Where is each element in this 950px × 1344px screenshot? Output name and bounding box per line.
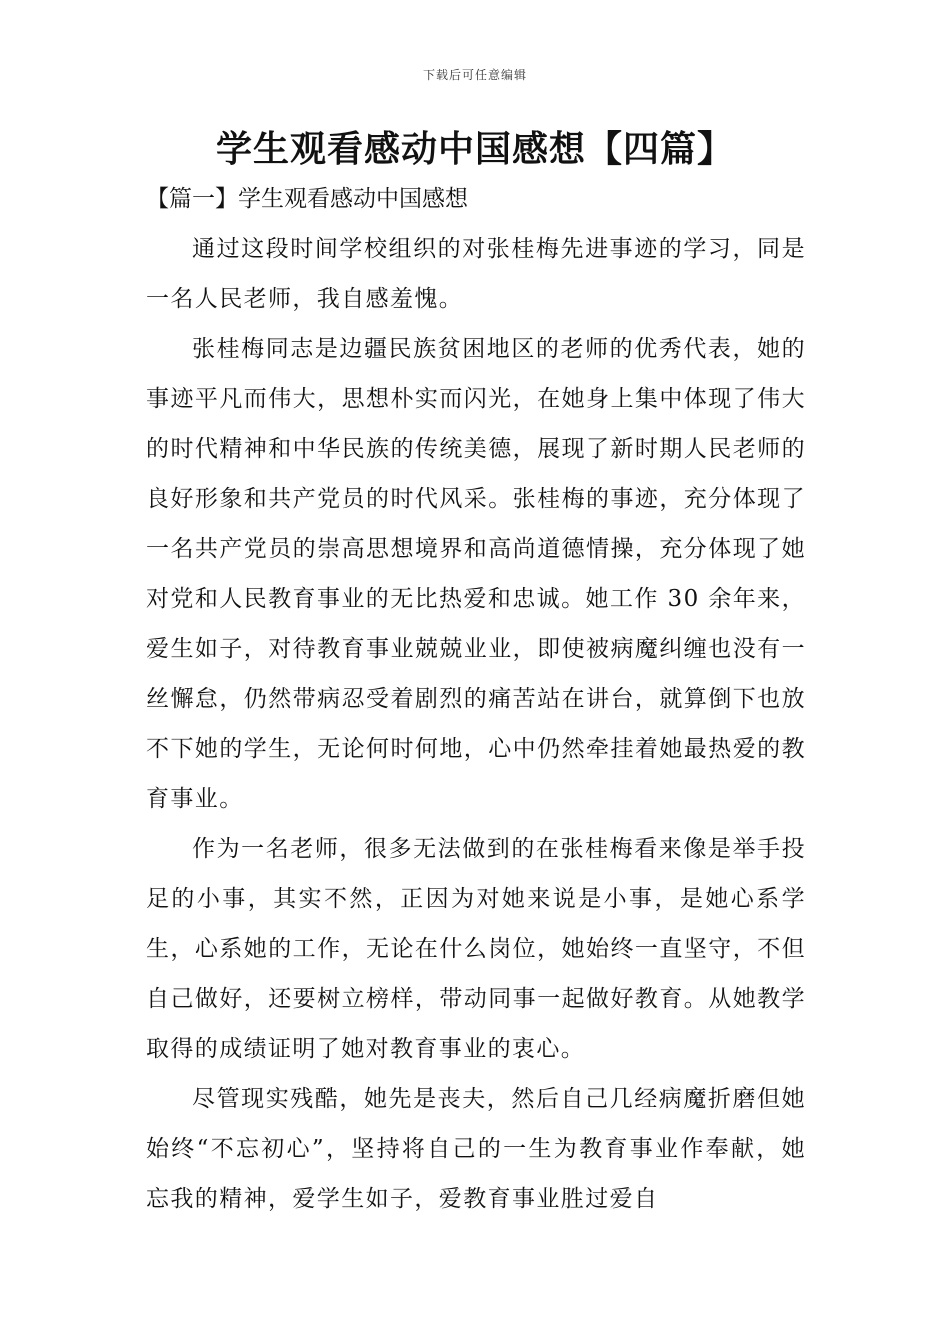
- body-text: [146, 224, 806, 1224]
- section-heading: 【篇一】学生观看感动中国感想: [146, 186, 468, 212]
- paragraph: 通过这段时间学校组织的对张桂梅先进事迹的学习，同是一名人民老师，我自感羞愧。: [146, 236, 806, 312]
- header-note: 下载后可任意编辑: [422, 68, 527, 82]
- paragraph: 作为一名老师，很多无法做到的在张桂梅看来像是举手投足的小事，其实不然，正因为对她来说是小事，是她心系学生，心系她的工作，无论在什么岗位，她始终一直坚守，不但自己做好，还要树立榜样，带动同事一起做好教育。从她教学取得的成绩证明了她对教育事业的衷心。: [146, 836, 806, 1062]
- document-title: 学生观看感动中国感想【四篇】: [215, 129, 734, 170]
- paragraph: 张桂梅同志是边疆民族贫困地区的老师的优秀代表，她的事迹平凡而伟大，思想朴实而闪光，在她身上集中体现了伟大的时代精神和中华民族的传统美德，展现了新时期人民老师的良好形象和共产党员的时代风采。张桂梅的事迹，充分体现了一名共产党员的崇高思想境界和高尚道德情操，充分体现了她对党和人民教育事业的无比热爱和忠诚。她工作 30 余年来，爱生如子，对待教育事业兢兢业业，即使被病魔纠缠也没有一丝懈怠，仍然带病忍受着剧烈的痛苦站在讲台，就算倒下也放不下她的学生，无论何时何地，心中仍然牵挂着她最热爱的教育事业。: [146, 336, 806, 812]
- paragraph: 尽管现实残酷，她先是丧夫，然后自己几经病魔折磨但她始终“不忘初心”，坚持将自己的一生为教育事业作奉献，她忘我的精神，爱学生如子，爱教育事业胜过爱自: [146, 1086, 806, 1212]
